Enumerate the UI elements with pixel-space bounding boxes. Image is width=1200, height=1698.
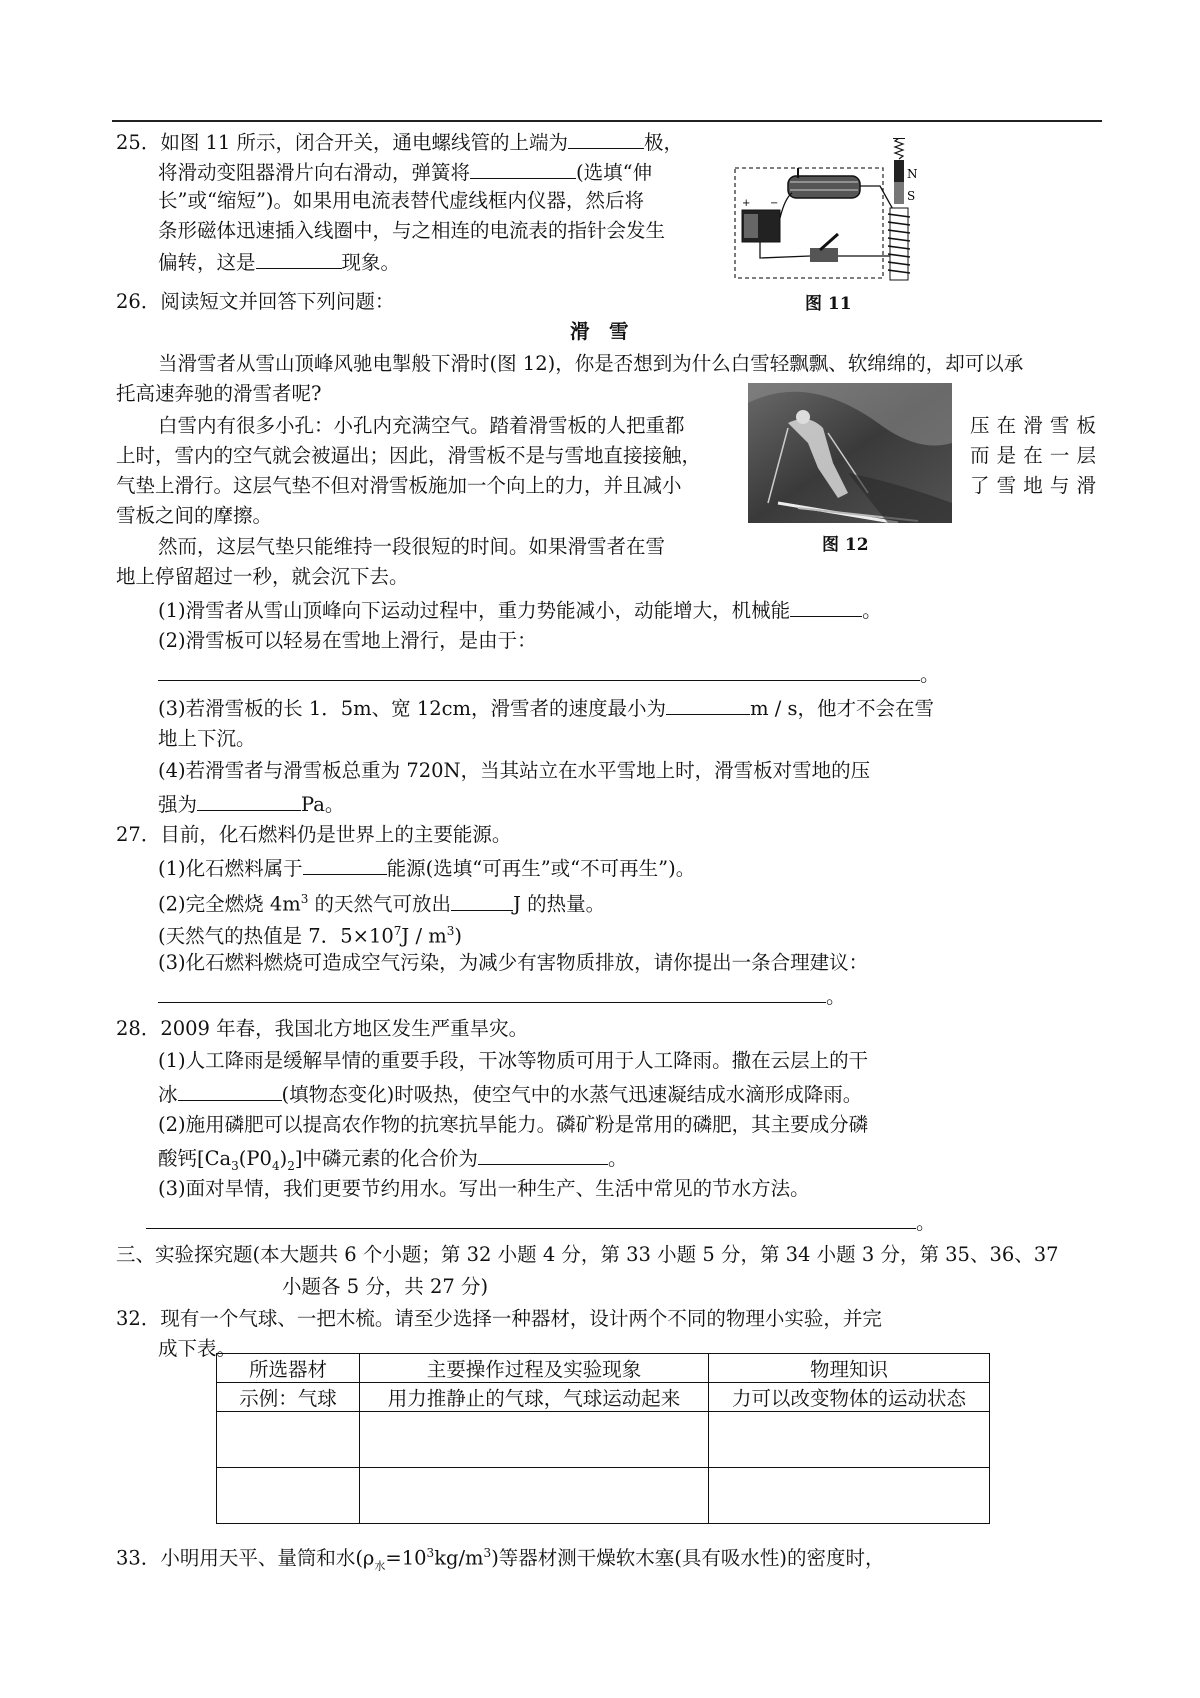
q25-blank-pole[interactable]	[568, 129, 644, 149]
header-rule	[112, 120, 1102, 122]
q27-blank-energy-type[interactable]	[303, 855, 387, 875]
answer-2-equipment[interactable]	[217, 1468, 360, 1524]
q25-line-4: 条形磁体迅速插入线圈中，与之相连的电流表的指针会发生	[158, 219, 666, 242]
table-header-row	[217, 1354, 990, 1383]
answer-1-equipment[interactable]	[217, 1412, 360, 1468]
q28-sub-2: (2)施用磷肥可以提高农作物的抗寒抗旱能力。磷矿粉是常用的磷肥，其主要成分磷	[158, 1113, 869, 1136]
q28-sub-3-answer-line: 。	[146, 1209, 936, 1235]
answer-2-procedure[interactable]	[360, 1468, 709, 1524]
figure-12-skier-photo	[748, 383, 952, 523]
q27-sub-1: (1)化石燃料属于 能源(选填“可再生”或“不可再生”)。	[158, 857, 696, 880]
q28-sub-3: (3)面对旱情，我们更要节约用水。写出一种生产、生活中常见的节水方法。	[158, 1177, 810, 1200]
q26-sub-2: (2)滑雪板可以轻易在雪地上滑行，是由于：	[158, 629, 537, 652]
header-physics-knowledge: 物理知识	[709, 1354, 990, 1383]
answer-2-knowledge[interactable]	[709, 1468, 990, 1524]
q26-p2-line-2-right: 而是在一层	[970, 444, 1096, 467]
q26-blank-pressure[interactable]	[197, 791, 301, 811]
q25-line-3: 长”或“缩短”)。如果用电流表替代虚线框内仪器，然后将	[158, 189, 645, 212]
header-procedure: 主要操作过程及实验现象	[360, 1354, 709, 1383]
q26-blank-mechanical-energy[interactable]	[790, 597, 862, 617]
figure-12-caption: 图 12	[822, 535, 869, 555]
q28-sub-1: (1)人工降雨是缓解旱情的重要手段，干冰等物质可用于人工降雨。撒在云层上的干	[158, 1049, 869, 1072]
example-knowledge: 力可以改变物体的运动状态	[709, 1383, 990, 1412]
q28-sub-2-cont: 酸钙$[Ca_3(P0_4)_2]$中磷元素的化合价为 。	[158, 1147, 628, 1173]
q26-p2-line-1-right: 压在滑雪板	[970, 414, 1096, 437]
q25-blank-phenomenon[interactable]	[256, 249, 342, 269]
q26-p3-line-1: 然而，这层气垫只能维持一段很短的时间。如果滑雪者在雪	[158, 535, 666, 558]
q25-line-5: 偏转，这是 现象。	[158, 251, 401, 274]
table-row-answer-2	[217, 1468, 990, 1524]
q26-sub-3: (3)若滑雪板的长 1．5m、宽 12cm，滑雪者的速度最小为 m / s，他才不会在雪	[158, 697, 935, 720]
q26-sub-4: (4)若滑雪者与滑雪板总重为 720N，当其站立在水平雪地上时，滑雪板对雪地的压	[158, 759, 871, 782]
q26-blank-speed[interactable]	[666, 695, 750, 715]
q28-sub-1-cont: 冰 (填物态变化)时吸热，使空气中的水蒸气迅速凝结成水滴形成降雨。	[158, 1083, 863, 1106]
figure-11-circuit	[730, 138, 920, 288]
q27-blank-suggestion[interactable]	[158, 983, 826, 1003]
q26-sub-1: (1)滑雪者从雪山顶峰向下运动过程中，重力势能减小，动能增大，机械能 。	[158, 599, 882, 622]
table-row-example	[217, 1383, 990, 1412]
q28-intro: 28．2009 年春，我国北方地区发生严重旱灾。	[116, 1017, 529, 1040]
example-equipment: 示例：气球	[217, 1383, 360, 1412]
q26-sub-3-cont: 地上下沉。	[158, 727, 256, 750]
q26-p3-line-2: 地上停留超过一秒，就会沉下去。	[116, 565, 409, 588]
battery-plus: +	[742, 198, 751, 209]
q26-intro: 26．阅读短文并回答下列问题：	[116, 290, 395, 313]
q26-p1-line-1: 当滑雪者从雪山顶峰风驰电掣般下滑时(图 12)，你是否想到为什么白雪轻飘飘、软绵绵的，却可以承	[158, 352, 1024, 375]
q27-intro: 27．目前，化石燃料仍是世界上的主要能源。	[116, 823, 512, 846]
answer-1-procedure[interactable]	[360, 1412, 709, 1468]
q26-sub-4-cont: 强为 Pa。	[158, 793, 345, 816]
figure-11-caption: 图 11	[805, 294, 852, 314]
q27-sub-3: (3)化石燃料燃烧可造成空气污染，为减少有害物质排放，请你提出一条合理建议：	[158, 951, 869, 974]
q26-p2-line-3-right: 了雪地与滑	[970, 474, 1096, 497]
q27-sub-2: (2)完全燃烧 $4m^3$ 的天然气可放出 J 的热量。	[158, 892, 606, 916]
q26-p1-line-2: 托高速奔驰的滑雪者呢?	[116, 382, 322, 405]
q32-experiment-table	[216, 1353, 990, 1524]
q28-blank-water-saving[interactable]	[146, 1209, 916, 1229]
q26-p2-line-2-left: 上时，雪内的空气就会被逼出；因此，滑雪板不是与雪地直接接触，	[116, 444, 702, 467]
section-3-heading: 三、实验探究题(本大题共 6 个小题；第 32 小题 4 分，第 33 小题 5 分，第 34 小题 3 分，第 35、36、37	[116, 1243, 1059, 1266]
q26-blank-reason[interactable]	[158, 661, 920, 681]
q32-line-2: 成下表。	[158, 1337, 237, 1360]
header-equipment: 所选器材	[217, 1354, 360, 1383]
table-row-answer-1	[217, 1412, 990, 1468]
q26-p2-line-1-left: 白雪内有很多小孔：小孔内充满空气。踏着滑雪板的人把重都	[158, 414, 685, 437]
q33-line-1: 33．小明用天平、量筒和水$(\rho_水=10^3kg/m^3)$等器材测干燥软木塞(具有吸水性)的密度时，	[116, 1546, 885, 1573]
q25-line-2: 将滑动变阻器滑片向右滑动，弹簧将 (选填“伸	[158, 161, 653, 184]
q26-sub-2-answer-line: 。	[158, 661, 940, 687]
answer-1-knowledge[interactable]	[709, 1412, 990, 1468]
q25-blank-spring[interactable]	[470, 159, 576, 179]
magnet-north-label: N	[907, 167, 918, 181]
q26-article-title: 滑 雪	[570, 320, 629, 343]
q28-blank-state-change[interactable]	[178, 1081, 282, 1101]
q28-blank-valence[interactable]	[478, 1145, 608, 1165]
battery-minus: −	[770, 198, 779, 209]
q26-p2-line-4: 雪板之间的摩擦。	[116, 504, 273, 527]
q26-p2-line-3-left: 气垫上滑行。这层气垫不但对滑雪板施加一个向上的力，并且减小	[116, 474, 682, 497]
q27-sub-3-answer-line: 。	[158, 983, 846, 1009]
q27-blank-heat[interactable]	[451, 891, 513, 911]
example-procedure: 用力推静止的气球，气球运动起来	[360, 1383, 709, 1412]
magnet-south-label: S	[907, 189, 916, 203]
q32-line-1: 32．现有一个气球、一把木梳。请至少选择一种器材，设计两个不同的物理小实验，并完	[116, 1307, 882, 1330]
section-3-heading-cont: 小题各 5 分，共 27 分)	[282, 1275, 489, 1298]
q27-heat-value-note: (天然气的热值是 7．$5\times 10^7J / m^3$)	[158, 924, 462, 948]
q25-line-1: 25．如图 11 所示，闭合开关，通电螺线管的上端为 极，	[116, 131, 684, 154]
